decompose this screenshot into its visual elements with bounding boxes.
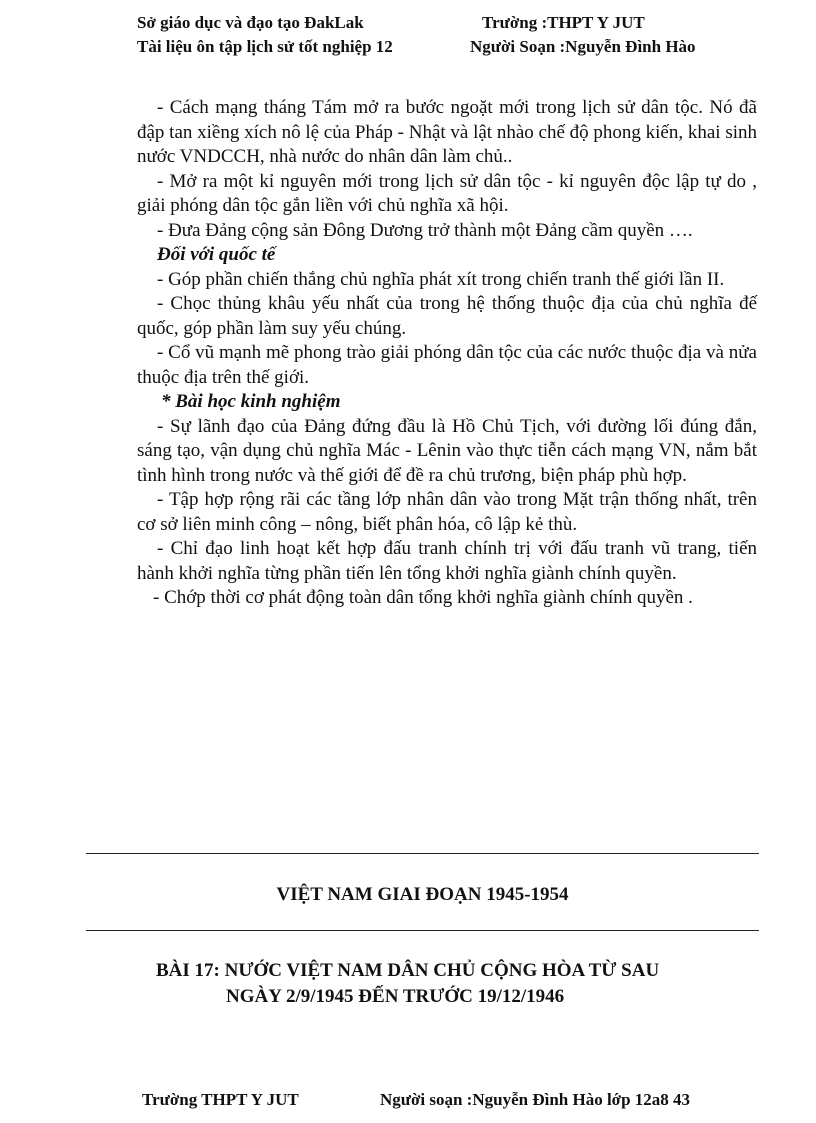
paragraph: - Góp phần chiến thắng chủ nghĩa phát xít trong chiến tranh thế giới lần II. (157, 268, 725, 290)
paragraph: - Cách mạng tháng Tám mở ra bước ngoặt mới trong lịch sử dân tộc. Nó đã đập tan xiềng xích nô lệ của Pháp - Nhật và lật nhào chế độ phong kiến, khai sinh nước VNDCCH, nhà nước do nhân dân làm chủ.. (137, 97, 757, 167)
divider-top (86, 853, 759, 854)
paragraph: - Chỉ đạo linh hoạt kết hợp đấu tranh chính trị với đấu tranh vũ trang, tiến hành khởi nghĩa từng phần tiến lên tổng khởi nghĩa giành chính quyền. (137, 538, 757, 584)
heading-international: Đối với quốc tế (157, 244, 276, 265)
paragraph: - Sự lãnh đạo của Đảng đứng đầu là Hồ Chủ Tịch, với đường lối đúng đắn, sáng tạo, vận dụng chủ nghĩa Mác - Lênin vào thực tiễn cách mạng VN, nắm bắt tình hình trong nước và thế giới để đề ra chủ trương, biện pháp phù hợp. (137, 415, 757, 486)
section-title: VIỆT NAM GIAI ĐOẠN 1945-1954 (276, 884, 569, 905)
lesson-title (150, 958, 770, 1010)
paragraph: - Đưa Đảng cộng sản Đông Dương trở thành một Đảng cầm quyền …. (157, 219, 693, 241)
footer-school: Trường THPT Y JUT (142, 1090, 299, 1109)
header-doc-title: Tài liệu ôn tập lịch sử tốt nghiệp 12 (137, 37, 393, 56)
lesson-title-line1: BÀI 17: NƯỚC VIỆT NAM DÂN CHỦ CỘNG HÒA TỪ SAU (156, 960, 660, 981)
divider-bottom (86, 930, 759, 931)
header-author: Người Soạn :Nguyễn Đình Hào (470, 37, 696, 56)
paragraph: - Mở ra một kỉ nguyên mới trong lịch sử dân tộc - kỉ nguyên độc lập tự do , giải phóng dân tộc gắn liền với chủ nghĩa xã hội. (137, 170, 757, 216)
lesson-title-line2: NGÀY 2/9/1945 ĐẾN TRƯỚC 19/12/1946 (226, 986, 565, 1007)
paragraph: - Cổ vũ mạnh mẽ phong trào giải phóng dân tộc của các nước thuộc địa và nửa thuộc địa trên thế giới. (137, 342, 757, 388)
header-dept: Sở giáo dục và đạo tạo ĐakLak (137, 13, 364, 32)
paragraph: - Chớp thời cơ phát động toàn dân tổng khởi nghĩa giành chính quyền . (153, 587, 693, 608)
header-school: Trường :THPT Y JUT (482, 13, 645, 32)
paragraph: - Tập hợp rộng rãi các tầng lớp nhân dân vào trong Mặt trận thống nhất, trên cơ sở liên minh công – nông, biết phân hóa, cô lập kẻ thù. (137, 489, 757, 535)
paragraph: - Chọc thủng khâu yếu nhất của trong hệ thống thuộc địa của chủ nghĩa đế quốc, góp phần làm suy yếu chúng. (137, 293, 757, 339)
body-content (137, 96, 757, 611)
heading-lessons: * Bài học kinh nghiệm (161, 391, 341, 412)
footer-author-info: Người soạn :Nguyễn Đình Hào lớp 12a8 43 (380, 1090, 691, 1109)
